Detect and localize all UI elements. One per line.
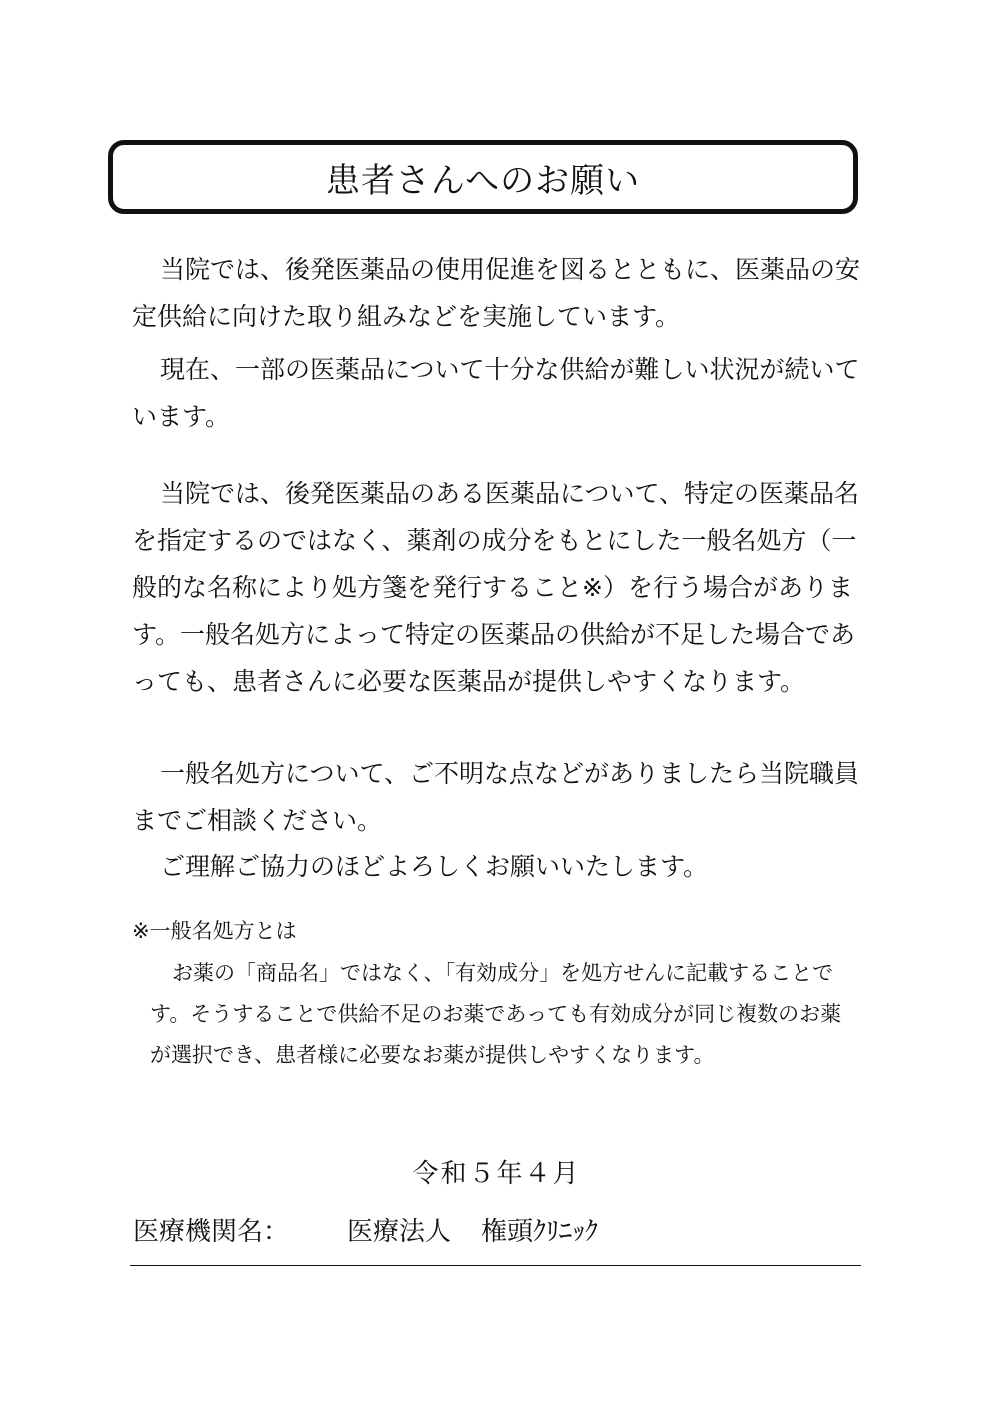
paragraph-thanks-text: ご理解ご協力のほどよろしくお願いいたします。	[160, 852, 709, 881]
note-body-text: お薬の「商品名」ではなく、「有効成分」を処方せんに記載することです。そうすることで供給不足のお薬であっても有効成分が同じ複数のお薬が選択でき、患者様に必要なお薬が提供しやすくなります。	[150, 961, 842, 1067]
clinic-name: 権頭ｸﾘﾆｯｸ	[481, 1217, 599, 1247]
paragraph-intro-text: 当院では、後発医薬品の使用促進を図るとともに、医薬品の安定供給に向けた取り組みなどを実施しています。	[132, 255, 861, 331]
paragraph-generic-prescription-text: 当院では、後発医薬品のある医薬品について、特定の医薬品名を指定するのではなく、薬剤の成分をもとにした一般名処方（一般的な名称により処方箋を発行すること※）を行う場合があります。一般名処方によって特定の医薬品の供給が不足した場合であっても、患者さんに必要な医薬品が提供しやすくなります。	[132, 479, 860, 696]
signature-line	[133, 1212, 598, 1252]
paragraph-generic-prescription	[132, 470, 862, 705]
paragraph-contact	[132, 750, 862, 844]
paragraph-intro	[132, 246, 862, 340]
paragraph-contact-text: 一般名処方について、ご不明な点などがありましたら当院職員までご相談ください。	[132, 759, 860, 835]
note-body	[150, 953, 850, 1076]
paragraph-thanks	[132, 843, 862, 890]
signature-underline	[130, 1265, 861, 1266]
title-box	[108, 140, 858, 214]
paragraph-supply-status-text: 現在、一部の医薬品について十分な供給が難しい状況が続いています。	[132, 355, 860, 431]
institution-label: 医療機関名：	[133, 1217, 290, 1247]
paragraph-supply-status	[132, 346, 862, 440]
issue-date: 令和５年４月	[412, 1159, 581, 1189]
corporation-type: 医療法人	[347, 1217, 452, 1247]
note-heading: ※一般名処方とは	[132, 919, 297, 943]
page-title: 患者さんへのお願い	[325, 160, 641, 201]
